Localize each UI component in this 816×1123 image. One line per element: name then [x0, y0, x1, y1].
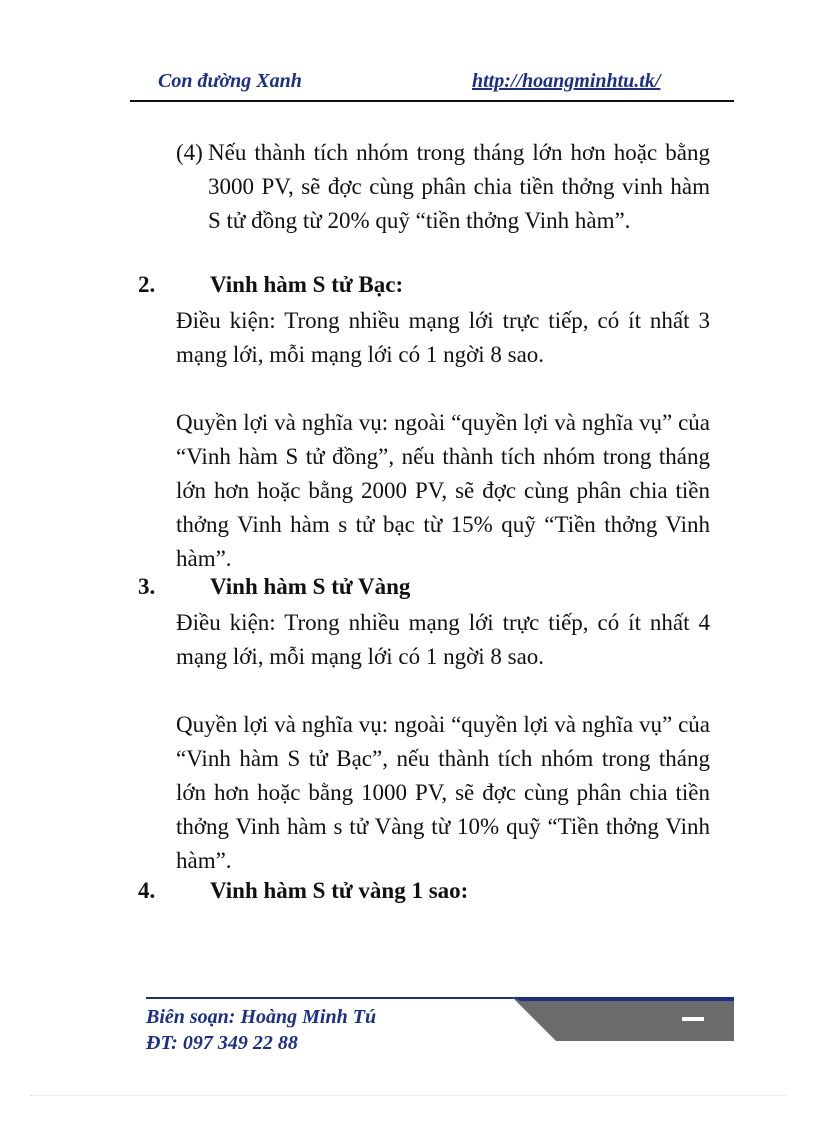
section-number: 2.: [138, 272, 156, 297]
section-number: 4.: [138, 878, 156, 903]
section-title: Vinh hàm S tử vàng 1 sao:: [210, 878, 469, 903]
footer-page-tab-graphic: [512, 997, 734, 1041]
footer-divider: [146, 997, 516, 999]
list-item-number: (4): [176, 140, 203, 165]
section-title: Vinh hàm S tử Bạc:: [210, 272, 404, 297]
footer-author: Biên soạn: Hoàng Minh Tú: [146, 1006, 377, 1028]
section-4-heading: [138, 878, 468, 904]
section-number: 3.: [138, 574, 156, 599]
header-divider: [130, 100, 734, 102]
section-2-heading: [138, 272, 403, 298]
list-item-text: Nếu thành tích nhóm trong tháng lớn hơn hoặc bằng 3000 PV, sẽ đợc cùng phân chia tiền thởng vinh hàm S tử đồng từ 20% quỹ “tiền thởng Vinh hàm”.: [208, 140, 710, 233]
footer-phone: ĐT: 097 349 22 88: [146, 1032, 298, 1054]
section-3-condition: Điều kiện: Trong nhiều mạng lới trực tiếp, có ít nhất 4 mạng lới, mỗi mạng lới có 1 ngời 8 sao.: [176, 610, 710, 669]
list-item-4: [176, 136, 710, 238]
header-site-name: Con đường Xanh: [158, 70, 302, 92]
section-title: Vinh hàm S tử Vàng: [210, 574, 411, 599]
section-3-heading: [138, 574, 410, 600]
page-bottom-dotted-rule: [30, 1095, 786, 1096]
section-2-rights: Quyền lợi và nghĩa vụ: ngoài “quyền lợi và nghĩa vụ” của “Vinh hàm S tử đồng”, nếu thành tích nhóm trong tháng lớn hơn hoặc bằng 2000 PV, sẽ đợc cùng phân chia tiền thởng Vinh hàm s tử bạc từ 15% quỹ “Tiền thởng Vinh hàm”.: [176, 410, 710, 571]
page-number-mark: [682, 1017, 704, 1021]
header-url-link[interactable]: http://hoangminhtu.tk/: [472, 70, 661, 92]
section-2-condition: Điều kiện: Trong nhiều mạng lới trực tiếp, có ít nhất 3 mạng lới, mỗi mạng lới có 1 ngời 8 sao.: [176, 308, 710, 367]
section-3-rights: Quyền lợi và nghĩa vụ: ngoài “quyền lợi và nghĩa vụ” của “Vinh hàm S tử Bạc”, nếu thành tích nhóm trong tháng lớn hơn hoặc bằng 1000 PV, sẽ đợc cùng phân chia tiền thởng Vinh hàm s tử Vàng từ 10% quỹ “Tiền thởng Vinh hàm”.: [176, 712, 710, 873]
